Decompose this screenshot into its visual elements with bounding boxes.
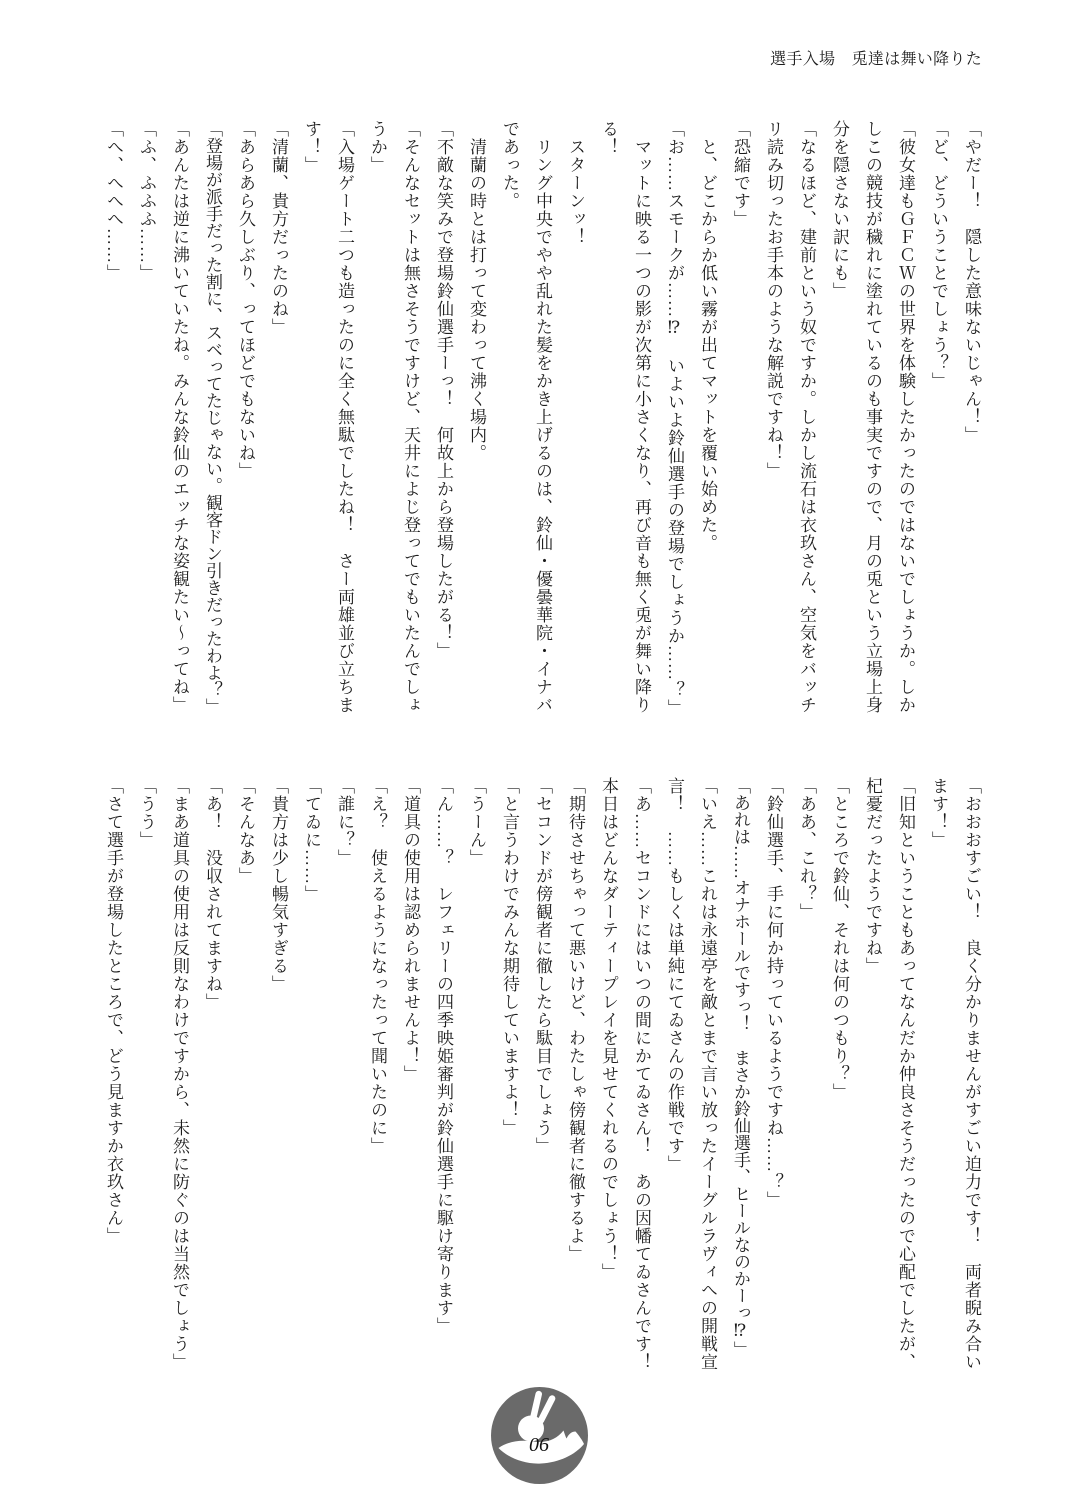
paragraph: 「あらあら久しぶり、ってほどでもないね」 bbox=[236, 120, 255, 480]
paragraph: 「貴方は少し暢気すぎる」 bbox=[269, 777, 288, 993]
paragraph: 「まあ道具の使用は反則なわけですから、未然に防ぐのは当然でしょう」 bbox=[170, 777, 189, 1371]
paragraph: 「セコンドが傍観者に徹したら駄目でしょう」 bbox=[533, 777, 552, 1155]
paragraph: 「やだー！ 隠した意味ないじゃん！」 bbox=[962, 120, 981, 444]
paragraph: 「なるほど、建前という奴ですか。しかし流石は衣玖さん、空気をバッチリ読み切ったお手本のような解説ですね！」 bbox=[764, 120, 816, 714]
paragraph: 「あれは……オナホールですっ！ まさか鈴仙選手、ヒールなのかーっ⁉︎」 bbox=[731, 777, 750, 1358]
rabbit-icon bbox=[491, 1387, 588, 1484]
paragraph: 「うう」 bbox=[137, 777, 156, 849]
paragraph: リング中央でやや乱れた髪をかき上げるのは、鈴仙・優曇華院・イナバであった。 bbox=[500, 120, 552, 714]
paragraph: 「不敵な笑みで登場鈴仙選手ーっ！ 何故上から登場したがる！」 bbox=[434, 120, 453, 660]
paragraph: 「彼女達もＧＦＣＷの世界を体験したかったのではないでしょうか。しかしこの競技が穢れに塗れているのも事実ですので、月の兎という立場上身分を隠さない訳にも」 bbox=[830, 120, 915, 714]
paragraph: 「旧知ということもあってなんだか仲良さそうだったので心配でしたが、杞憂だったようですね」 bbox=[863, 777, 915, 1371]
paragraph: 「あんたは逆に沸いていたね。みんな鈴仙のエッチな姿観たい〜ってね」 bbox=[170, 120, 189, 714]
paragraph: 「そんなあ」 bbox=[236, 777, 255, 885]
paragraph: 「てゐに……」 bbox=[302, 777, 321, 903]
paragraph: 「あ！ 没収されてますね」 bbox=[203, 777, 222, 1011]
text-block-bottom bbox=[97, 777, 988, 1381]
paragraph: 「ふ、ふふふ……」 bbox=[137, 120, 156, 282]
footer-page-marker bbox=[491, 1387, 588, 1484]
paragraph: と、どこからか低い霧が出てマットを覆い始めた。 bbox=[698, 138, 717, 552]
text-block-top bbox=[97, 120, 988, 724]
page-number: 06 bbox=[529, 1434, 549, 1456]
paragraph: 「いえ……これは永遠亭を敵とまで言い放ったイーグルラヴィへの開戦宣言！ ……もしくは単純にてゐさんの作戦です」 bbox=[665, 777, 717, 1371]
paragraph: 「へ、へへへ……」 bbox=[104, 120, 123, 282]
paragraph: 清蘭の時とは打って変わって沸く場内。 bbox=[467, 138, 486, 462]
page-header-title: 選手入場 兎達は舞い降りた bbox=[770, 51, 982, 68]
paragraph: 「さて選手が登場したところで、どう見ますか衣玖さん」 bbox=[104, 777, 123, 1245]
paragraph: 「お……スモークが……⁉︎ いよいよ鈴仙選手の登場でしょうか……？」 bbox=[665, 120, 684, 717]
paragraph: 「うーん」 bbox=[467, 777, 486, 867]
paragraph: 「誰に？」 bbox=[335, 777, 354, 867]
paragraph: 「清蘭、貴方だったのね」 bbox=[269, 120, 288, 336]
paragraph: 「ところで鈴仙、それは何のつもり？」 bbox=[830, 777, 849, 1101]
paragraph: 「登場が派手だった割に、スベってたじゃない。観客ドン引きだったわよ？」 bbox=[203, 120, 222, 715]
paragraph: 「ど、どういうことでしょう？」 bbox=[929, 120, 948, 390]
paragraph: 「鈴仙選手、手に何か持っているようですね……？」 bbox=[764, 777, 783, 1209]
paragraph: 「ああ、これ？」 bbox=[797, 777, 816, 921]
paragraph: 「入場ゲート二つも造ったのに全く無駄でしたね！ さー両雄並び立ちます！」 bbox=[302, 120, 354, 714]
paragraph: 「恐縮です」 bbox=[731, 120, 750, 228]
paragraph: スターンッ！ bbox=[566, 138, 585, 246]
paragraph: 「期待させちゃって悪いけど、わたしゃ傍観者に徹するよ」 bbox=[566, 777, 585, 1263]
paragraph: 「と言うわけでみんな期待していますよ！」 bbox=[500, 777, 519, 1137]
paragraph: 「おおおすごい！ 良く分かりませんがすごい迫力です！ 両者睨み合います！」 bbox=[929, 777, 981, 1371]
paragraph: マットに映る一つの影が次第に小さくなり、再び音も無く兎が舞い降りる！ bbox=[599, 120, 651, 714]
paragraph: 「え？ 使えるようになったって聞いたのに」 bbox=[368, 777, 387, 1155]
paragraph: 「あ……セコンドにはいつの間にかてゐさん！ あの因幡てゐさんです！本日はどんなダーティープレイを見せてくれるのでしょう！」 bbox=[599, 777, 651, 1371]
paragraph: 「そんなセットは無さそうですけど、天井によじ登ってでもいたんでしょうか」 bbox=[368, 120, 420, 714]
paragraph: 「道具の使用は認められませんよ！」 bbox=[401, 777, 420, 1083]
paragraph: 「ん……？ レフェリーの四季映姫審判が鈴仙選手に駆け寄ります」 bbox=[434, 777, 453, 1335]
